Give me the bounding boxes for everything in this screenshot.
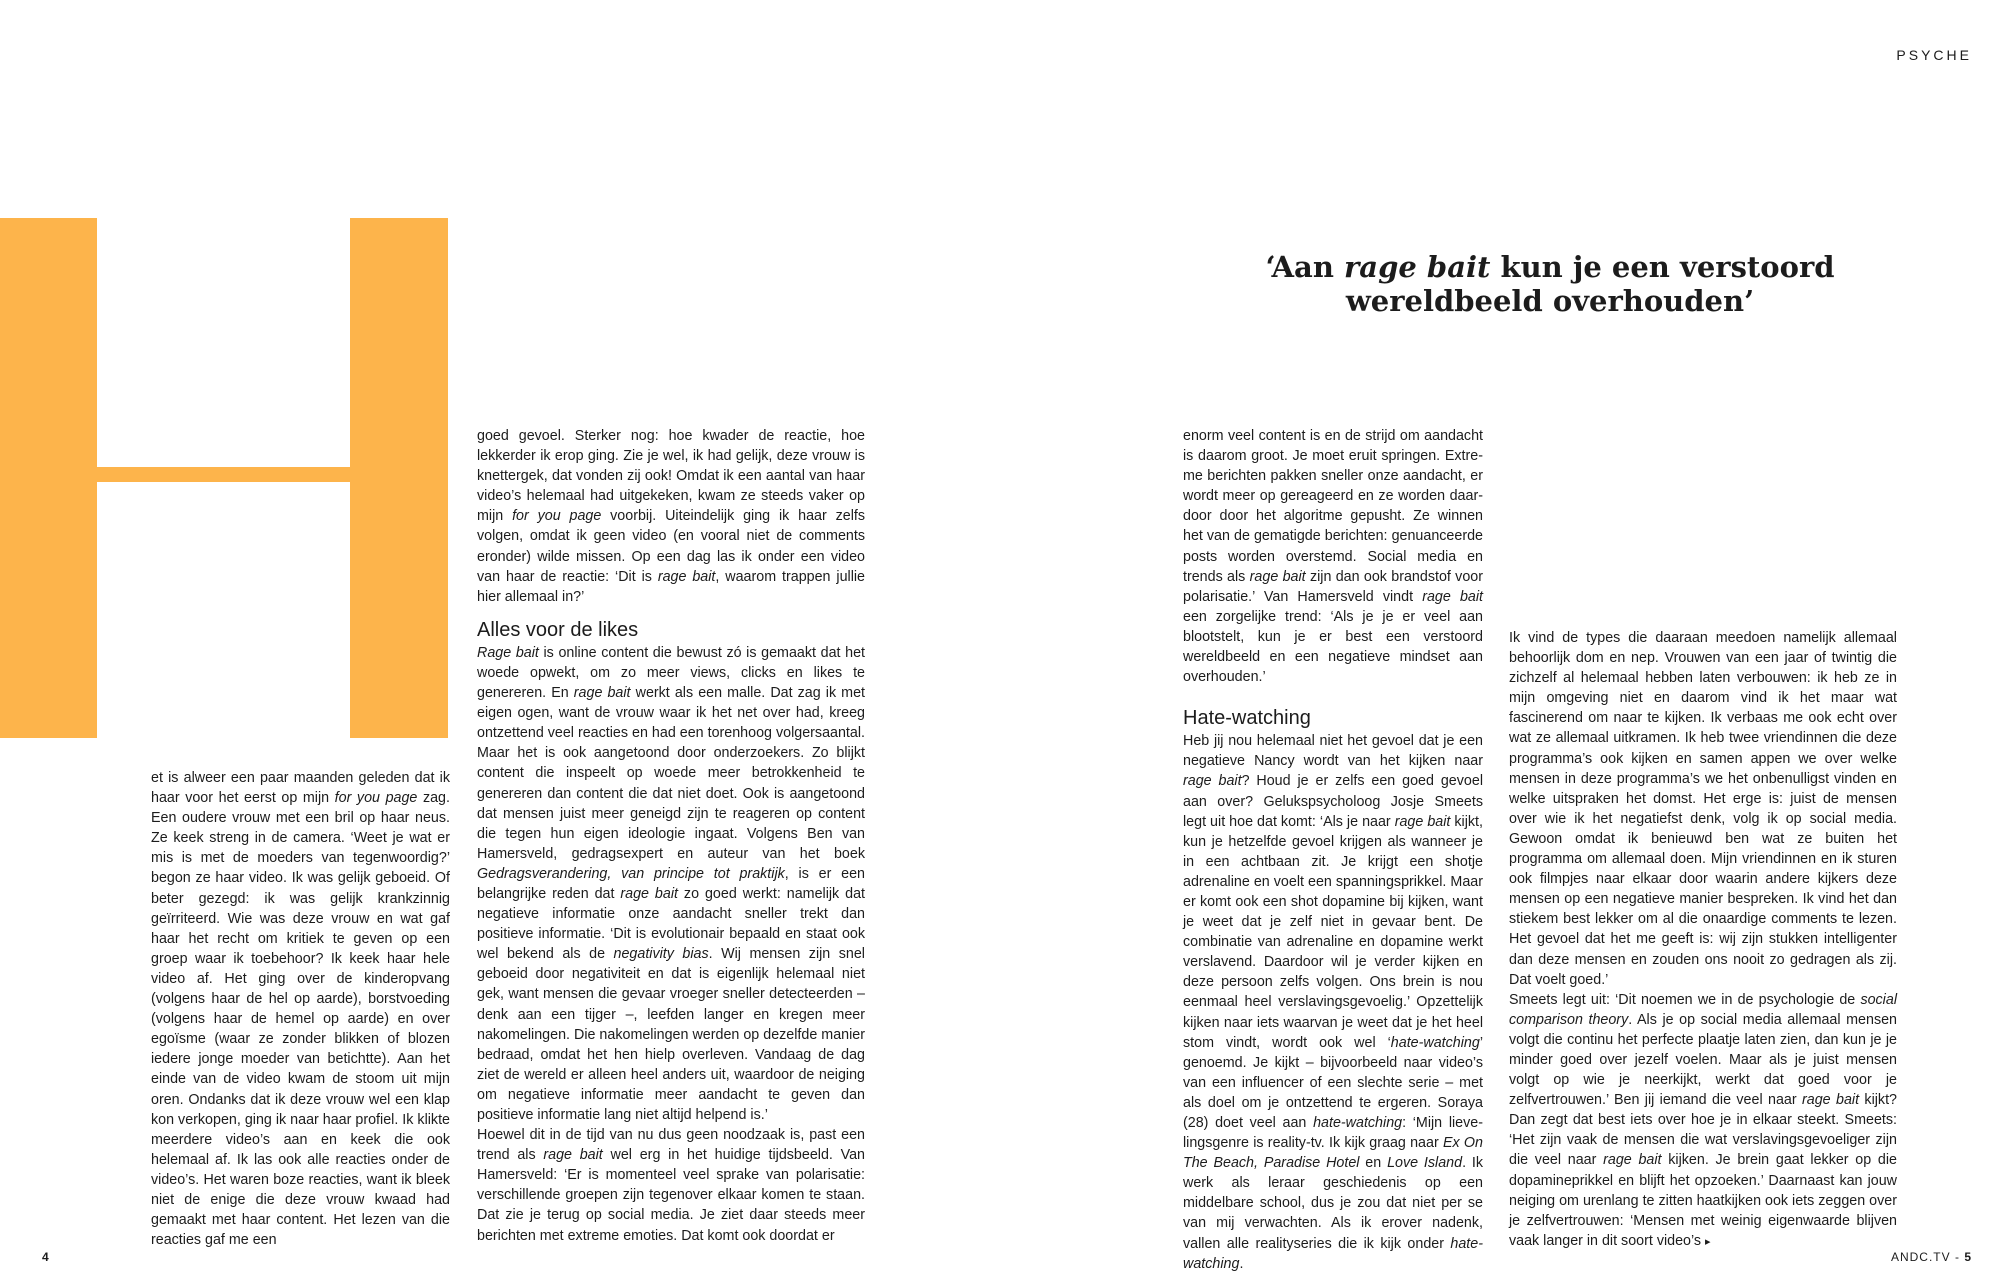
paragraph: Smeets legt uit: ‘Dit noemen we in de psychologie de social comparison theory. Als je op social media allemaal mensen volgt die continu het perfecte plaatje laten zien, dan kun je je minder goed over jezelf voelen. Maar als je juist mensen volgt op wie je neerkijkt, werkt dat goed voor je zelfvertrouwen.’ Ben jij iemand die veel naar rage bait kijkt? Dan zegt dat best iets over hoe je in elkaar steekt. Smeets: ‘Het zijn vaak de mensen die wat verslavingsgevoeliger zijn die veel naar rage bait kijken. Je brein gaat lekker op die dopamineprikkel en blijft het opzoeken.’ Daarnaast kan jouw neiging om urenlang te zitten haatkijken ook iets zeggen over je zelfvertrouwen: ‘Mensen met weinig eigenwaarde blijven vaak langer in dit soort video’s ▸ bbox=[1509, 991, 1898, 1249]
column-2 bbox=[477, 426, 865, 1246]
paragraph: Rage bait is online content die bewust zó is gemaakt dat het woede opwekt, om zo meer views, clicks en likes te genereren. En rage bait werkt als een malle. Dat zag ik met eigen ogen, want de vrouw waar ik het net over had, kreeg ontzettend veel reacties en had een torenhoog volgersaantal. Maar het is ook aangetoond door onderzoekers. Zo blijkt content die inspeelt op woede meer betrokkenheid te genereren dan content die dat niet doet. Ook is aangetoond dat mensen juist meer geneigd zijn te reageren op content die tegen hun eigen ideologie ingaat. Volgens Ben van Hamersveld, gedragsexpert en auteur van het boek Gedragsverandering, van principe tot praktijk, is er een belangrijke reden dat rage bait zo goed werkt: namelijk dat negatieve informatie onze aandacht sneller trekt dan positieve informatie. ‘Dit is evolutionair bepaald en staat ook wel bekend als de negativity bias. Wij mensen zijn snel geboeid door negativiteit en dat is eigenlijk helemaal niet gek, want mensen die gevaar vroeger sneller detecteerden – denk aan een tijger –, leefden langer en kregen meer nakomelingen. Die nakomelingen werden op dezelfde manier bedraad, omdat het hen hielp overleven. Vandaag de dag ziet de wereld er alleen heel anders uit, waardoor de neiging om negatieve informatie meer aandacht te geven dan positieve informatie lang niet altijd helpend is.’ bbox=[477, 644, 866, 1123]
paragraph: et is alweer een paar maanden geleden dat ik haar voor het eerst op mijn for you page zag. Een oudere vrouw met een bril op haar neus. Ze keek streng in de camera. ‘Weet je wat er mis is met de moeders van tegenwoordig?’ begon ze haar video. Ik was gelijk geboeid. Of beter gezegd: ik was gelijk krankzinnig geïrriteerd. Wie was deze vrouw en wat gaf haar het recht om kritiek te geven op een groep waar ik toebehoor? Ik keek haar hele video af. Het ging over de kinderopvang (volgens haar de hel op aarde), borstvoeding (volgens haar de hemel op aarde) en over egoïsme (waar ze zonder blikken of blozen iedere jonge moeder van betichtte). Aan het einde van de video kwam de stoom uit mijn oren. Ondanks dat ik deze vrouw wel een klap kon verkopen, ging ik naar haar profiel. Ik klikte meerdere video’s aan en keek die ook helemaal af. Ik las ook alle reacties onder de video’s. Het waren boze reacties, want ik bleek niet de enige die deze vrouw kwaad had gemaakt met haar content. Het lezen van die reacties gaf me een bbox=[151, 770, 450, 1249]
dropcap-left-stem bbox=[0, 218, 97, 738]
continue-arrow-icon: ▸ bbox=[1705, 1235, 1711, 1248]
section-label: PSYCHE bbox=[1896, 47, 1972, 63]
footer-site-page: ANDC.TV - 5 bbox=[1890, 1250, 1972, 1264]
paragraph: goed gevoel. Sterker nog: hoe kwader de reactie, hoe lekkerder ik erop ging. Zie je wel, ik had gelijk, deze vrouw is knettergek, dat vonden zij ook! Omdat ik een aantal van haar video’s helemaal had uitgekeken, kwam ze steeds vaker op mijn for you page voorbij. Uiteindelijk ging ik haar zelfs volgen, omdat ik geen video (en vooral niet de comments eronder) wilde missen. Op een dag las ik onder een video van haar de reactie: ‘Dit is rage bait, waarom trappen jullie hier allemaal in?’ bbox=[477, 428, 866, 605]
dropcap-letter-h bbox=[0, 218, 448, 738]
column-3 bbox=[1183, 426, 1483, 1274]
page-number-left: 4 bbox=[42, 1250, 49, 1264]
paragraph: Ik vind de types die daaraan meedoen namelijk allemaal behoorlijk dom en nep. Vrouwen van een jaar of twintig die zichzelf al helemaal hebben laten verbouwen: ik heb ze in mijn omgeving niet en daarom vind ik het maar wat fascinerend om naar te kijken. Ik verbaas me ook echt over wat ze allemaal uitkramen. Ik heb twee vriendinnen die deze programma’s ook kijken en samen appen we over welke mensen in deze programma’s we het onbenulligst vinden en welke uitspraken het domst. Het erge is: juist de mensen over wie ik het negatiefst denk, volg ik op social media. Gewoon omdat ik benieuwd ben wat ze buiten het programma om allemaal doen. Mijn vriendinnen en ik sturen ook filmpjes naar elkaar door waarin andere kijkers deze mensen op een negatieve manier bespreken. Ik vind het dan stiekem best lekker om al die onaardige comments te lezen. Het gevoel dat het me geeft is: wij zijn stukken intelligenter dan deze mensen en zouden ons nooit zo gedragen als zij. Dat voelt goed.’ bbox=[1509, 630, 1897, 988]
dropcap-right-stem bbox=[350, 218, 448, 738]
paragraph: Hoewel dit in de tijd van nu dus geen noodzaak is, past een trend als rage bait wel erg in het huidige tijdsbeeld. Van Hamersveld: ‘Er is momenteel veel sprake van polarisatie: verschillende groepen zijn tegenover elkaar komen te staan. Dat zie je terug op social media. Je ziet daar steeds meer berichten met extreme emoties. Dat komt ook doordat er bbox=[477, 1127, 865, 1244]
dropcap-crossbar bbox=[97, 467, 350, 482]
pull-quote: ‘Aan rage bait kun je een verstoord wereldbeeld overhouden’ bbox=[1265, 250, 1835, 318]
subheading-hate-watching: Hate-watching bbox=[1183, 707, 1311, 730]
paragraph: Heb jij nou helemaal niet het gevoel dat je een negatieve Nancy wordt van het kijken naar rage bait? Houd je er zelfs een goed gevoel aan over? Gelukspsycholoog Josje Smeets legt uit hoe dat komt: ‘Als je naar rage bait kijkt, kun je hetzelfde gevoel krijgen als wanneer je in een achtbaan zit. Je krijgt een shotje adrenaline en voelt een spanningsprikkel. Maar er komt ook een shot dopamine bij kijken, want je weet dat je zelf niet in gevaar bent. De combinatie van adrenaline en dopamine werkt verslavend. Daardoor wil je verder kijken en deze persoon zelfs volgen. Ons brein is nou eenmaal heel verslavingsgevoelig.’ Opzettelijk kijken naar iets waarvan je weet dat je het heel stom vindt, wordt ook wel ‘hate-watching’ genoemd. Je kijkt – bijvoorbeeld naar video’s van een influencer of een slechte serie – met als doel om je ontzettend te ergeren. Soraya (28) doet veel aan hate-watching: ‘Mijn lievelingsgenre is reality-tv. Ik kijk graag naar Ex On The Beach, Paradise Hotel en Love Island. Ik werk als leraar geschiedenis op een middelbare school, dus je zou dat niet per se van mij verwachten. Als ik erover nadenk, vallen alle realityseries die ik kijk onder hate-watching. bbox=[1183, 733, 1483, 1272]
column-1 bbox=[151, 768, 450, 1250]
paragraph: enorm veel content is en de strijd om aandacht is daarom groot. Je moet eruit springen. Extreme berichten pakken sneller onze aandacht, er wordt meer op gereageerd en ze worden daardoor door het algoritme gepusht. Ze winnen het van de gematigde berichten: genuanceerde posts worden overstemd. Social media en trends als rage bait zijn dan ook brandstof voor polarisatie.’ Van Hamersveld vindt rage bait een zorgelijke trend: ‘Als je je er veel aan blootstelt, kun je er best een verstoord wereldbeeld en een negatieve mindset aan overhouden.’ bbox=[1183, 428, 1483, 686]
column-4 bbox=[1509, 628, 1897, 1252]
subheading-likes: Alles voor de likes bbox=[477, 618, 639, 641]
